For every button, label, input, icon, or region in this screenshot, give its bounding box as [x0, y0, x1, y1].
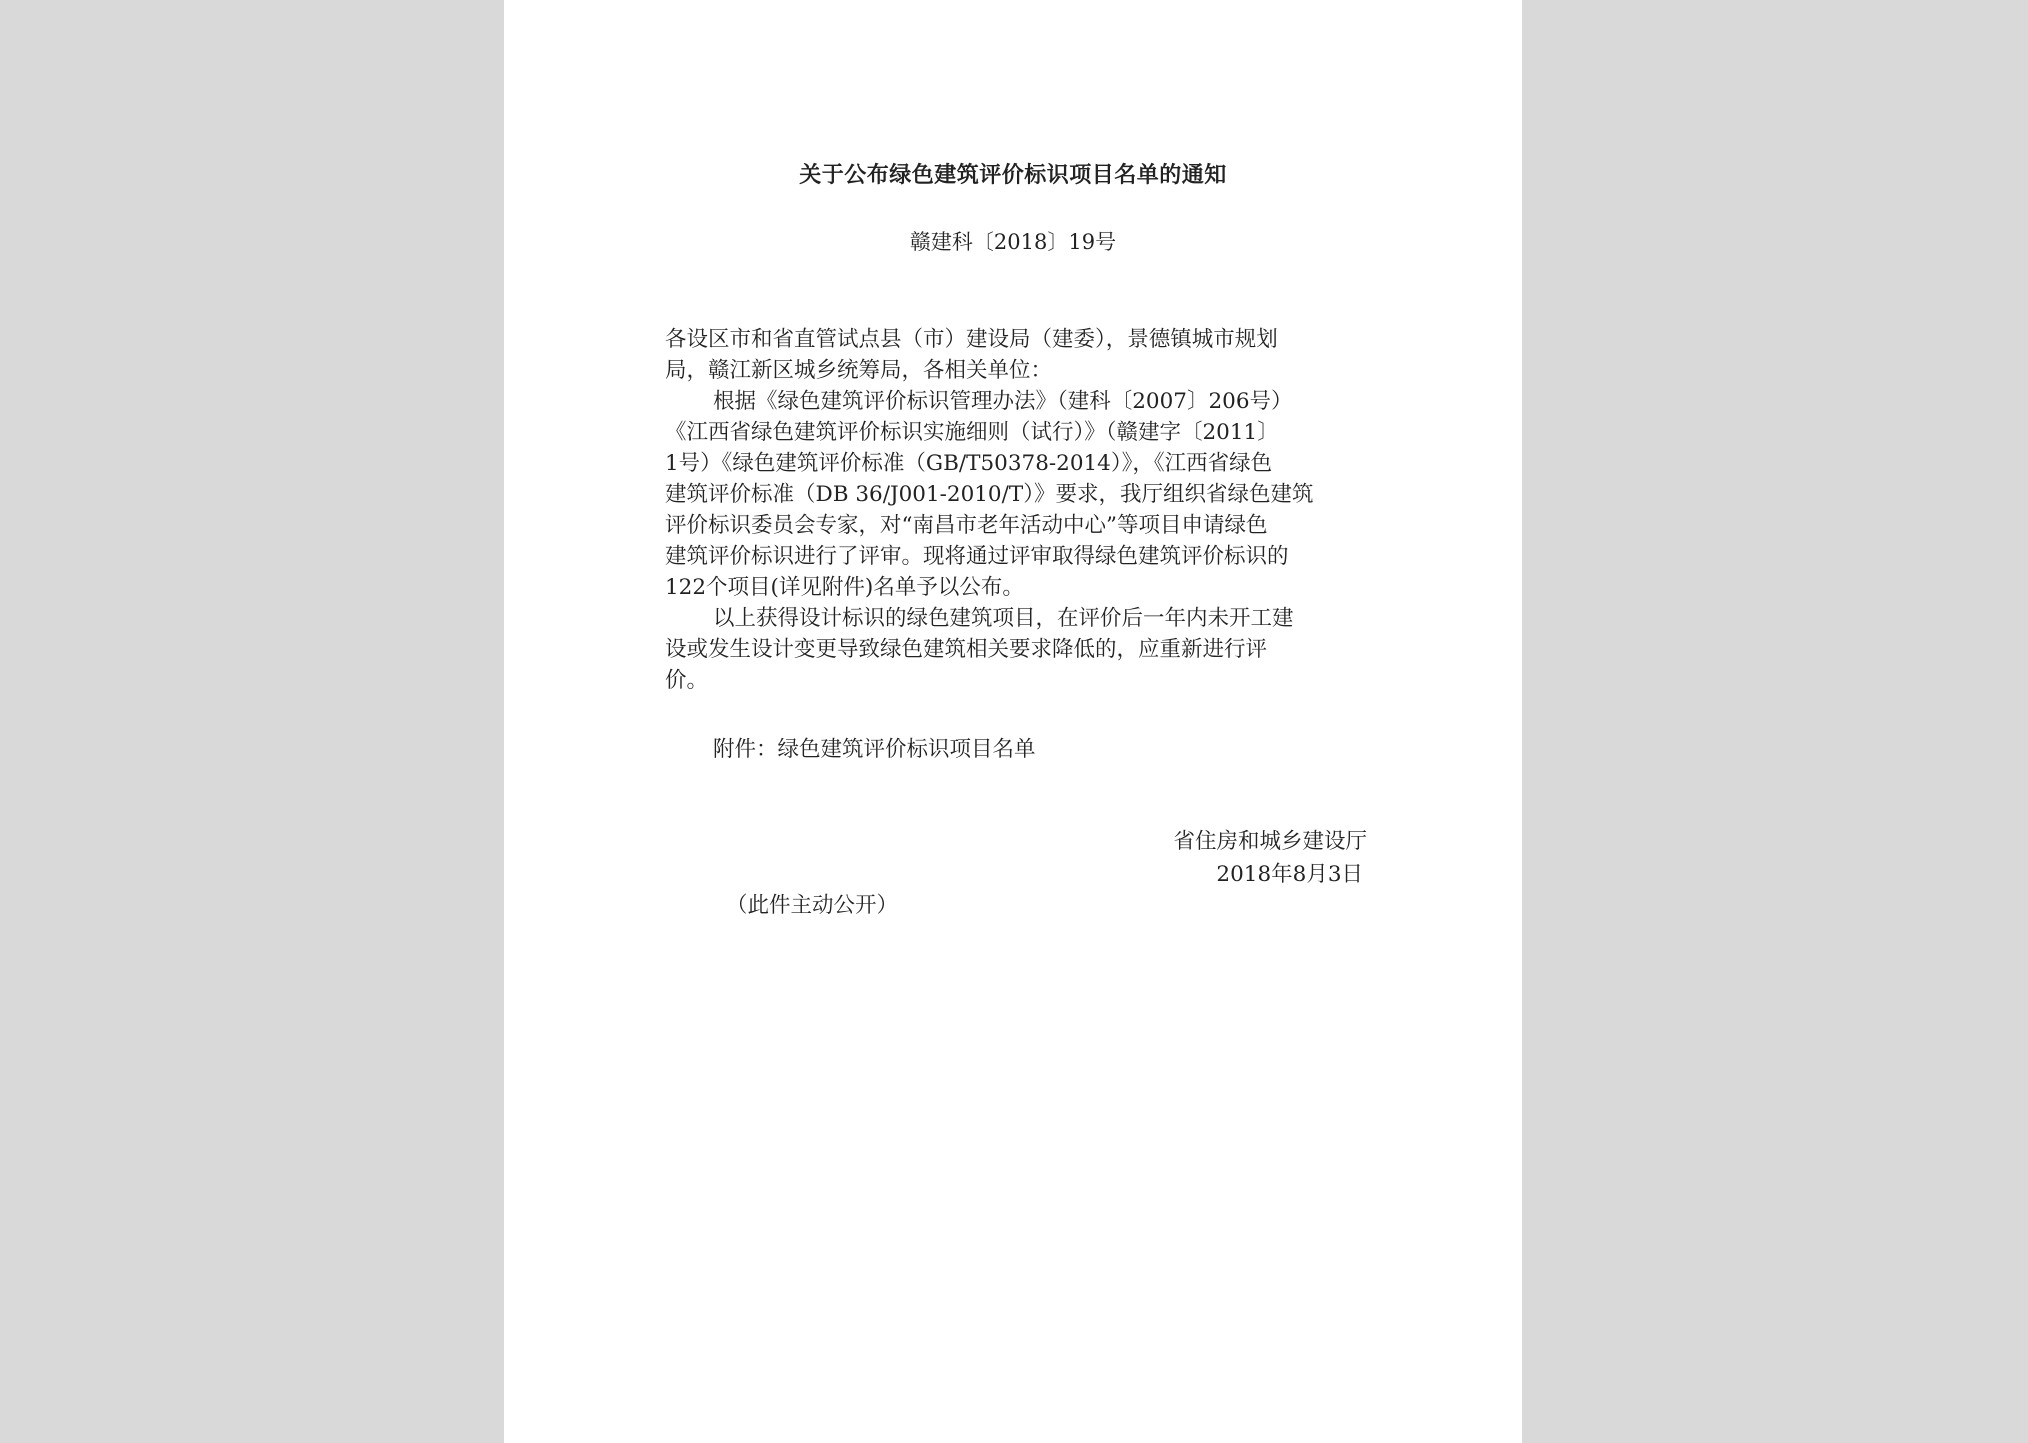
body-line: 设或发生设计变更导致绿色建筑相关要求降低的，应重新进行评	[665, 637, 1268, 662]
body-line: 价。	[665, 668, 709, 693]
body-line: 建筑评价标识进行了评审。现将通过评审取得绿色建筑评价标识的	[665, 544, 1289, 569]
body-line: 以上获得设计标识的绿色建筑项目，在评价后一年内未开工建	[713, 606, 1294, 631]
public-disclosure-note: （此件主动公开）	[726, 893, 899, 918]
body-line: 各设区市和省直管试点县（市）建设局（建委），景德镇城市规划	[665, 327, 1278, 352]
signature-organization: 省住房和城乡建设厅	[1173, 829, 1367, 854]
body-line: 1号）《绿色建筑评价标准（GB/T50378-2014）》，《江西省绿色	[665, 451, 1273, 476]
document-page	[504, 0, 1522, 1443]
attachment-note: 附件：绿色建筑评价标识项目名单	[713, 737, 1036, 762]
body-line: 建筑评价标准（DB 36/J001-2010/T）》要求，我厅组织省绿色建筑	[665, 482, 1314, 507]
document-number: 赣建科〔2018〕19号	[909, 230, 1117, 254]
body-line: 122个项目(详见附件)名单予以公布。	[665, 575, 1024, 600]
body-line: 根据《绿色建筑评价标识管理办法》（建科〔2007〕206号）	[713, 389, 1293, 414]
document-title: 关于公布绿色建筑评价标识项目名单的通知	[799, 162, 1227, 188]
body-line: 评价标识委员会专家，对“南昌市老年活动中心”等项目申请绿色	[665, 513, 1268, 538]
signature-date: 2018年8月3日	[1216, 862, 1363, 887]
document-body	[665, 324, 1383, 696]
body-line: 《江西省绿色建筑评价标识实施细则（试行）》（赣建字〔2011〕	[665, 420, 1279, 445]
body-line: 局，赣江新区城乡统筹局，各相关单位：	[665, 358, 1053, 383]
